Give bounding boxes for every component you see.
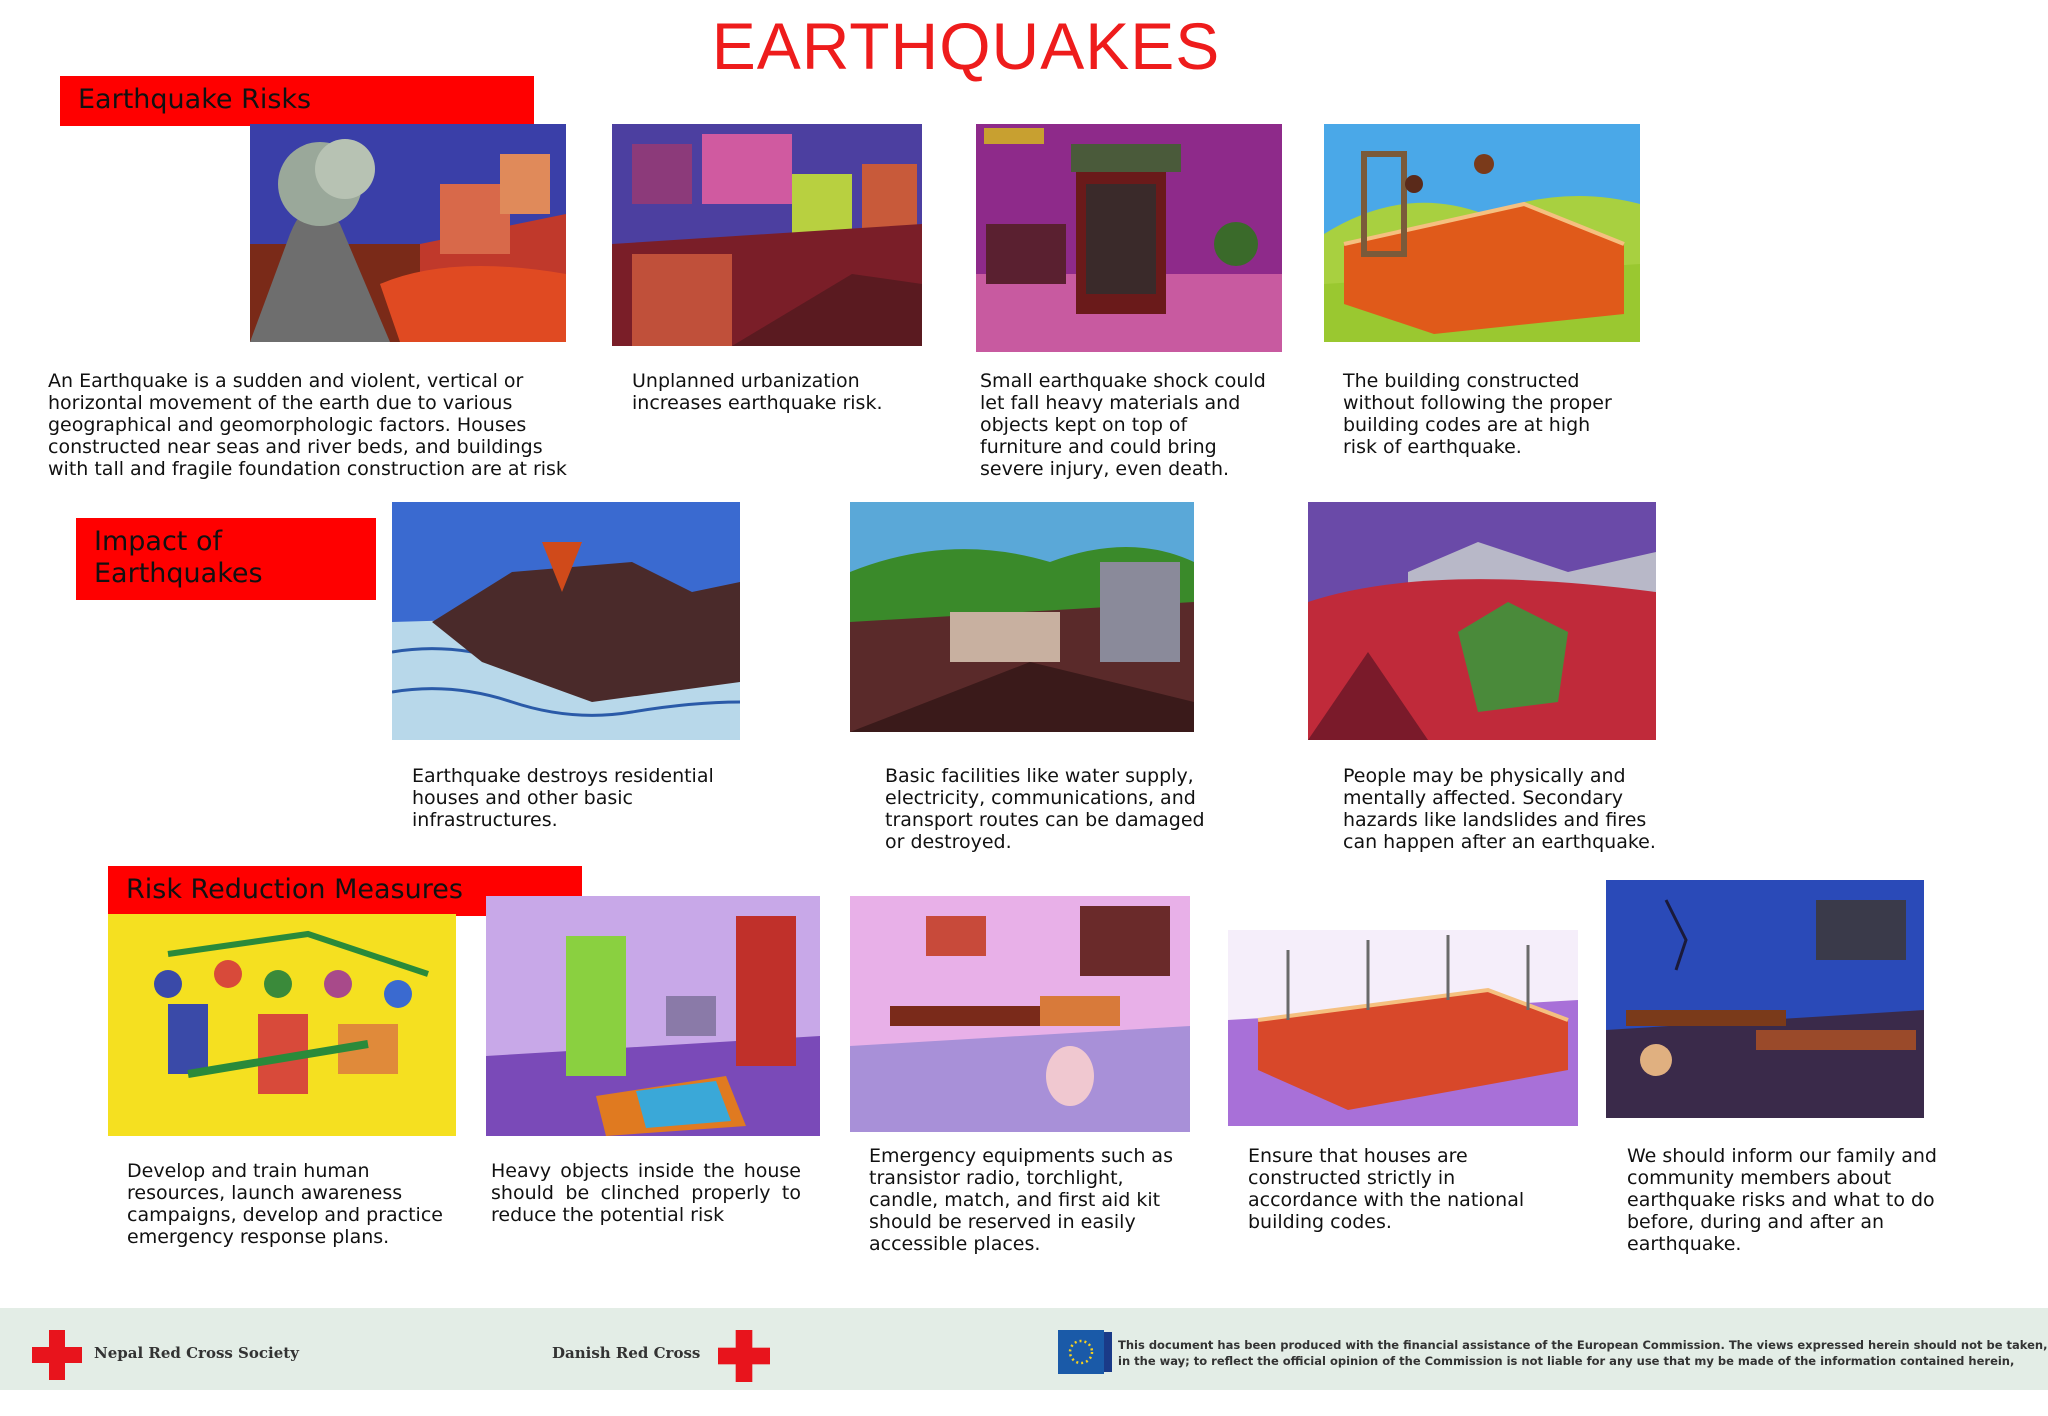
caption-measure-inform-community: We should inform our family and community members about earthquake risks and what to do before, during and after an earthquake. <box>1627 1145 1937 1255</box>
caption-measure-heavy-objects: Heavy objects inside the house should be clinched properly to reduce the potential risk <box>491 1160 801 1226</box>
ec-emblem-icon <box>1104 1332 1112 1372</box>
illustration-landslide-people <box>1308 502 1656 740</box>
illustration-shelter-under-table <box>1606 880 1924 1118</box>
caption-measure-training: Develop and train human resources, launch awareness campaigns, develop and practice emergency response plans. <box>127 1160 443 1248</box>
illustration-emergency-kit <box>850 896 1190 1132</box>
illustration-urban-city <box>612 124 922 346</box>
caption-impact-people: People may be physically and mentally affected. Secondary hazards like landslides and fires can happen after an earthquake. <box>1343 765 1656 853</box>
red-cross-icon <box>718 1330 770 1382</box>
caption-risk-definition: An Earthquake is a sudden and violent, vertical or horizontal movement of the earth due to various geographical and geomorphologic factors. Houses constructed near seas and river beds, and buildings with tall and fragile foundation construction are at risk <box>48 370 567 480</box>
illustration-training-crowd <box>108 914 456 1136</box>
page-title: EARTHQUAKES <box>711 9 1221 83</box>
illustration-furniture-hazard <box>976 124 1282 352</box>
caption-impact-houses: Earthquake destroys residential houses and other basic infrastructures. <box>412 765 714 831</box>
footer-bar <box>0 1308 2048 1390</box>
disclaimer-line-1: This document has been produced with the financial assistance of the European Commission. The views expressed herein should not be taken, <box>1118 1338 2048 1352</box>
section-label-reduction: Risk Reduction Measures <box>108 866 582 916</box>
section-label-impact: Impact of Earthquakes <box>76 518 376 600</box>
caption-measure-emergency-kit: Emergency equipments such as transistor radio, torchlight, candle, match, and first aid kit should be reserved in easily accessible places. <box>869 1145 1173 1255</box>
caption-impact-facilities: Basic facilities like water supply, electricity, communications, and transport routes can be damaged or destroyed. <box>885 765 1205 853</box>
illustration-volcano-houses <box>250 124 566 342</box>
illustration-brick-construction <box>1324 124 1640 342</box>
section-label-risks: Earthquake Risks <box>60 76 534 126</box>
caption-risk-urbanization: Unplanned urbanization increases earthquake risk. <box>632 370 883 414</box>
red-cross-icon <box>32 1330 82 1380</box>
danish-red-cross-label: Danish Red Cross <box>552 1344 701 1362</box>
nepal-red-cross-label: Nepal Red Cross Society <box>94 1344 299 1362</box>
caption-measure-building-codes: Ensure that houses are constructed strictly in accordance with the national building codes. <box>1248 1145 1525 1233</box>
caption-risk-furniture: Small earthquake shock could let fall heavy materials and objects kept on top of furniture and could bring severe injury, even death. <box>980 370 1266 480</box>
disclaimer-line-2: in the way; to reflect the official opinion of the Commission is not liable for any use that my be made of the information contained herein, <box>1118 1354 2015 1368</box>
illustration-secured-furniture <box>486 896 820 1136</box>
illustration-destroyed-houses <box>392 502 740 740</box>
illustration-building-foundation <box>1228 930 1578 1126</box>
caption-risk-building-codes: The building constructed without following the proper building codes are at high risk of earthquake. <box>1343 370 1612 458</box>
eu-flag-icon <box>1058 1330 1104 1374</box>
illustration-damaged-facilities <box>850 502 1194 732</box>
